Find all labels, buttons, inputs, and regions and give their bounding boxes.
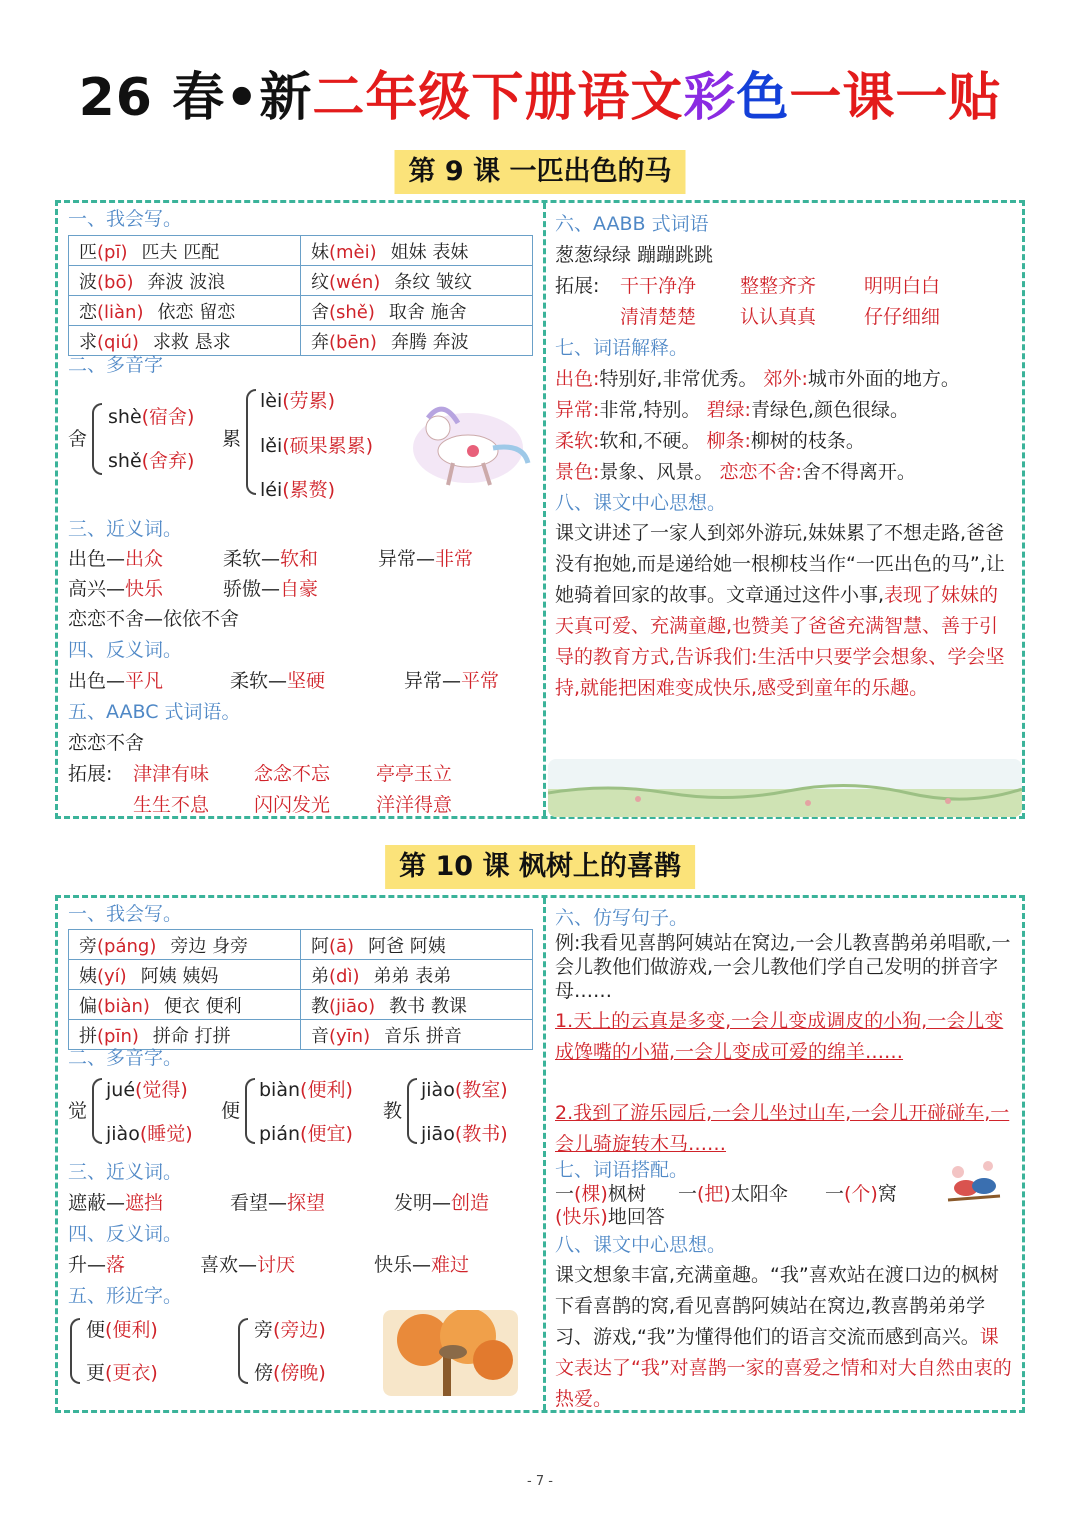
lesson9-divider [543, 203, 546, 816]
table-cell: 阿(ā) 阿爸 阿姨 [301, 930, 533, 960]
aabb-ext: 整整齐齐 [740, 275, 817, 297]
poly-char-bian: 便 [221, 1100, 241, 1122]
poly-jue-a: jué(觉得) [106, 1079, 188, 1101]
syn-item: 恋恋不舍—依依不舍 [68, 608, 240, 630]
table-row [69, 266, 533, 296]
def-row: 景色:景象、风景。 恋恋不舍:舍不得离开。 [555, 461, 916, 483]
lesson9-title: 第 9 课 一匹出色的马 [395, 150, 686, 194]
lesson10-divider [543, 898, 546, 1410]
table-cell: 拼(pīn) 拼命 打拼 [69, 1020, 301, 1050]
table-cell: 弟(dì) 弟弟 表弟 [301, 960, 533, 990]
aabc-ext: 津津有味 [133, 763, 210, 785]
def-row: 异常:非常,特别。 碧绿:青绿色,颜色很绿。 [555, 399, 909, 421]
lesson10-section-write: 一、我会写。 [68, 903, 183, 925]
poly-bian-b: pián(便宜) [259, 1123, 353, 1145]
lesson9-write-table [68, 235, 533, 356]
poly-char-lei: 累 [222, 428, 242, 450]
brace [70, 1318, 80, 1384]
maple-tree-illustration [383, 1310, 518, 1396]
lesson9-section-write: 一、我会写。 [68, 208, 183, 230]
similar-item: 傍(傍晚) [254, 1362, 326, 1384]
ext-label: 拓展: [555, 275, 600, 297]
table-row [69, 990, 533, 1020]
table-cell: 音(yīn) 音乐 拼音 [301, 1020, 533, 1050]
imitate-answer-1: 1.天上的云真是多变,一会儿变成调皮的小狗,一会儿变成馋嘴的小猫,一会儿变成可爱的绵羊…… [555, 1010, 1004, 1063]
lesson9-section-polyphone: 二、多音字 [68, 354, 164, 376]
aabc-word: 恋恋不舍 [68, 732, 145, 754]
aabb-ext: 认认真真 [740, 306, 817, 328]
ant-item: 快乐—难过 [374, 1254, 470, 1276]
table-row [69, 930, 533, 960]
lesson9-section-defs: 七、词语解释。 [555, 337, 689, 359]
table-row [69, 960, 533, 990]
lesson9-section-aabb: 六、AABB 式词语 [555, 213, 709, 235]
match-item: 一(个)窝 [825, 1183, 897, 1205]
syn-item: 异常—非常 [378, 548, 474, 570]
table-cell: 纹(wén) 条纹 皱纹 [301, 266, 533, 296]
title-part-5: 一课一贴 [789, 68, 1002, 128]
table-cell: 舍(shě) 取舍 施舍 [301, 296, 533, 326]
table-cell: 奔(bēn) 奔腾 奔波 [301, 326, 533, 356]
aabc-ext: 洋洋得意 [376, 794, 453, 816]
table-cell: 匹(pī) 匹夫 匹配 [69, 236, 301, 266]
table-cell: 恋(liàn) 依恋 留恋 [69, 296, 301, 326]
syn-item: 出色—出众 [68, 548, 164, 570]
lesson10-idea-text: 课文想象丰富,充满童趣。“我”喜欢站在渡口边的枫树下看喜鹊的窝,看见喜鹊阿姨站在窝边,教喜鹊弟弟学习、游戏,“我”为懂得他们的语言交流而感到高兴。课文表达了“我”对喜鹊一家的喜爱之情和对大自然由衷的热爱。 [555, 1264, 1012, 1410]
lesson10-section-idea: 八、课文中心思想。 [555, 1234, 727, 1256]
lesson9-section-aabc: 五、AABC 式词语。 [68, 701, 241, 723]
lesson9-idea-text: 课文讲述了一家人到郊外游玩,妹妹累了不想走路,爸爸没有抱她,而是递给她一根柳枝当作“一匹出色的马”,让她骑着回家的故事。文章通过这件小事,表现了妹妹的天真可爱、充满童趣,也赞美了爸爸充满智慧、善于引导的教育方式,告诉我们:生活中只要学会想象、学会坚持,就能把困难变成快乐,感受到童年的乐趣。 [555, 522, 1005, 699]
lesson10-section-match: 七、词语搭配。 [555, 1159, 689, 1181]
ant-item: 出色—平凡 [68, 670, 164, 692]
aabc-ext: 生生不息 [133, 794, 210, 816]
syn-item: 看望—探望 [230, 1192, 326, 1214]
title-part-3: 彩 [683, 68, 737, 128]
poly-she-a: shè(宿舍) [108, 406, 195, 428]
brace [407, 1078, 417, 1144]
syn-item: 骄傲—自豪 [223, 578, 319, 600]
imitate-example: 例:我看见喜鹊阿姨站在窝边,一会儿教喜鹊弟弟唱歌,一会儿教他们做游戏,一会儿教他们学自己发明的拼音字母…… [555, 932, 1011, 1002]
lesson10-section-imitate: 六、仿写句子。 [555, 907, 689, 929]
poly-she-b: shě(舍弃) [108, 450, 195, 472]
page-title [0, 66, 1080, 130]
similar-item: 旁(旁边) [254, 1319, 326, 1341]
title-part-2: 二年级下册语文 [312, 68, 684, 128]
lesson10-title: 第 10 课 枫树上的喜鹊 [385, 845, 695, 889]
ant-item: 升—落 [68, 1254, 126, 1276]
def-row: 出色:特别好,非常优秀。 郊外:城市外面的地方。 [555, 368, 960, 390]
poly-lei-a: lèi(劳累) [260, 390, 336, 412]
lesson10-section-antonym: 四、反义词。 [68, 1223, 183, 1245]
poly-char-jiao: 教 [383, 1100, 403, 1122]
ext-label: 拓展: [68, 763, 113, 785]
poly-lei-b: lěi(硕果累累) [260, 435, 374, 457]
title-part-4: 色 [736, 68, 790, 128]
brace [245, 1078, 255, 1144]
brace [92, 1078, 102, 1144]
syn-item: 柔软—软和 [223, 548, 319, 570]
lesson10-section-similar: 五、形近字。 [68, 1285, 183, 1307]
poly-jue-b: jiào(睡觉) [106, 1123, 193, 1145]
ant-item: 喜欢—讨厌 [200, 1254, 296, 1276]
page-number: - 7 - [527, 1474, 553, 1489]
poly-char-she: 舍 [68, 428, 88, 450]
poly-bian-a: biàn(便利) [259, 1079, 353, 1101]
aabc-ext: 念念不忘 [254, 763, 331, 785]
poly-jiao-b: jiāo(教书) [421, 1123, 508, 1145]
ant-item: 柔软—坚硬 [230, 670, 326, 692]
title-part-1: 26 春•新 [78, 68, 313, 128]
table-row [69, 236, 533, 266]
lesson9-section-idea: 八、课文中心思想。 [555, 492, 727, 514]
table-cell: 姨(yí) 阿姨 姨妈 [69, 960, 301, 990]
lesson9-section-synonym: 三、近义词。 [68, 518, 183, 540]
similar-item: 便(便利) [86, 1319, 158, 1341]
magpie-illustration [938, 1154, 1008, 1208]
lesson10-box [55, 895, 1025, 1413]
aabc-ext: 闪闪发光 [254, 794, 331, 816]
similar-item: 更(更衣) [86, 1362, 158, 1384]
lesson9-box [55, 200, 1025, 819]
syn-item: 高兴—快乐 [68, 578, 164, 600]
lesson9-section-antonym: 四、反义词。 [68, 639, 183, 661]
brace [238, 1318, 248, 1384]
table-cell: 波(bō) 奔波 波浪 [69, 266, 301, 296]
syn-item: 遮蔽—遮挡 [68, 1192, 164, 1214]
syn-item: 发明—创造 [394, 1192, 490, 1214]
table-cell: 旁(páng) 旁边 身旁 [69, 930, 301, 960]
poly-lei-c: léi(累赘) [260, 479, 336, 501]
table-row [69, 296, 533, 326]
def-row: 柔软:软和,不硬。 柳条:柳树的枝条。 [555, 430, 865, 452]
ant-item: 异常—平常 [404, 670, 500, 692]
aabc-ext: 亭亭玉立 [376, 763, 453, 785]
aabb-ext: 明明白白 [864, 275, 941, 297]
lesson10-section-synonym: 三、近义词。 [68, 1161, 183, 1183]
poly-char-jue: 觉 [68, 1100, 88, 1122]
match-item: 一(棵)枫树 [555, 1183, 646, 1205]
aabb-ext: 干干净净 [620, 275, 697, 297]
lesson10-section-polyphone: 二、多音字。 [68, 1047, 183, 1069]
match-item: (快乐)地回答 [555, 1206, 665, 1228]
meadow-illustration [548, 759, 1022, 817]
imitate-answer-2: 2.我到了游乐园后,一会儿坐过山车,一会儿开碰碰车,一会儿骑旋转木马…… [555, 1102, 1010, 1155]
table-cell: 妹(mèi) 姐妹 表妹 [301, 236, 533, 266]
horse-illustration [398, 393, 538, 493]
brace [92, 403, 102, 475]
aabb-ext: 仔仔细细 [864, 306, 941, 328]
aabb-ext: 清清楚楚 [620, 306, 697, 328]
match-item: 一(把)太阳伞 [678, 1183, 788, 1205]
table-cell: 求(qiú) 求救 恳求 [69, 326, 301, 356]
brace [246, 389, 256, 495]
aabb-words: 葱葱绿绿 蹦蹦跳跳 [555, 244, 714, 266]
table-cell: 教(jiāo) 教书 教课 [301, 990, 533, 1020]
poly-jiao-a: jiào(教室) [421, 1079, 508, 1101]
table-cell: 偏(biàn) 便衣 便利 [69, 990, 301, 1020]
lesson10-write-table [68, 929, 533, 1050]
